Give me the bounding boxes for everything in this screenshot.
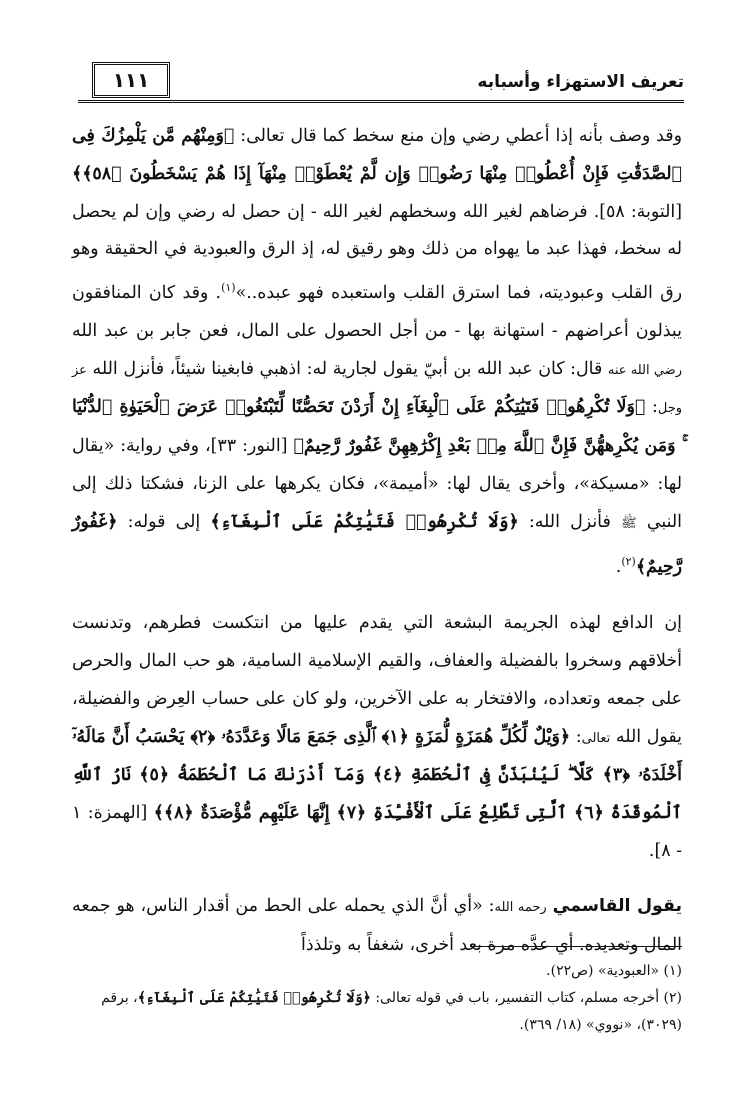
quran-surah-humazah: ﴿وَيْلٌ لِّكُلِّ هُمَزَةٍ لُّمَزَةٍ ﴿١﴾ ٱلَّذِى جَمَعَ مَالًا وَعَدَّدَهُۥ ﴿٢﴾ يَحْسَبُ أَنَّ مَالَهُۥٓ أَخْلَدَهُۥ ﴿٣﴾ كَلَّا ۖ لَيُنۢبَذَنَّ فِى ٱلْحُطَمَةِ ﴿٤﴾ وَمَآ أَدْرَىٰكَ مَا ٱلْحُطَمَةُ ﴿٥﴾ نَارُ ٱللَّهِ ٱلْمُوقَدَةُ ﴿٦﴾ ٱلَّتِى تَطَّلِعُ عَلَى ٱلْأَفْـِٔدَةِ ﴿٧﴾ إِنَّهَا عَلَيْهِم مُّؤْصَدَةٌ ﴿٨﴾﴾ <box>72 726 682 824</box>
footnote-ref-1[interactable]: (١) <box>221 281 236 295</box>
text-run: : <box>570 726 582 747</box>
text-run: (٢) أخرجه مسلم، كتاب التفسير، باب في قوله تعالى: <box>370 990 682 1006</box>
text-run: فأنزل الله: <box>518 511 621 532</box>
honorific-glyph: ﷺ <box>620 515 637 531</box>
text-run: . <box>615 556 622 577</box>
quran-verse-excerpt: ﴿غَفُورٌ رَّحِيمٌ﴾ <box>72 511 682 577</box>
text-run: إن الدافع لهذه الجريمة البشعة التي يقدم عليها من انتكست فطرهم، وتدنست أخلاقهم وسخروا بالفضيلة والعفاف، والقيم الإسلامية السامية، هو حب المال والحرص على جمعه وتعداده، والافتخار به على الآخرين، ولو كان على حساب العِرض والفضيلة، يقول الله <box>72 613 683 747</box>
text-run: : <box>645 397 658 418</box>
paragraph-3 <box>72 888 682 965</box>
honorific-glyph: رضي الله عنه <box>607 362 682 378</box>
quran-verse-excerpt: ﴿وَلَا تُكْرِهُوا۟ فَتَيَٰتِكُمْ عَلَى ٱلْبِغَآءِ﴾ <box>210 511 519 532</box>
header-rule <box>78 100 684 103</box>
quran-verse-tawbah-58: ﴿وَمِنْهُم مَّن يَلْمِزُكَ فِى ٱلصَّدَقَٰتِ فَإِنْ أُعْطُوا۟ مِنْهَا رَضُوا۟ وَإِن لَّمْ يُعْطَوْا۟ مِنْهَآ إِذَا هُمْ يَسْخَطُونَ ﴿٥٨﴾﴾ <box>72 126 682 184</box>
author-name: يقول القاسمي <box>552 895 682 916</box>
text-run: وقد وصف بأنه إذا أعطي رضي وإن منع سخط كما قال تعالى: <box>234 126 683 146</box>
footnotes <box>72 958 682 1039</box>
honorific-glyph: رحمه الله <box>494 899 547 915</box>
quran-verse-excerpt: ﴿وَلَا تُكْرِهُوا۟ فَتَيَٰتِكُمْ عَلَى ٱلْبِغَآءِ﴾ <box>137 990 371 1006</box>
footnote-2 <box>72 985 682 1039</box>
footnote-ref-2[interactable]: (٢) <box>621 554 636 568</box>
page-number: ١١١ <box>92 62 170 98</box>
footnote-separator <box>470 946 682 947</box>
honorific-glyph: تعالى <box>581 730 611 746</box>
running-header <box>78 62 684 108</box>
quran-verse-nur-33: ﴿وَلَا تُكْرِهُوا۟ فَتَيَٰتِكُمْ عَلَى ٱلْبِغَآءِ إِنْ أَرَدْنَ تَحَصُّنًا لِّتَبْتَغُوا۟ عَرَضَ ٱلْحَيَوٰةِ ٱلدُّنْيَا ۚ وَمَن يُكْرِههُّنَّ فَإِنَّ ٱللَّهَ مِنۢ بَعْدِ إِكْرَٰهِهِنَّ غَفُورٌ رَّحِيمٌ﴾ <box>72 397 682 457</box>
paragraph-2 <box>72 605 682 871</box>
text-run: قال: كان عبد الله بن أبيّ يقول لجارية له: اذهبي فابغينا شيئاً، فأنزل الله <box>86 358 608 379</box>
text-run: [الهمزة: ١ - ٨]. <box>72 803 682 861</box>
footnote-1: (١) «العبودية» (ص٢٢). <box>546 963 682 979</box>
honorific-glyph: عز وجل <box>72 362 683 417</box>
paragraph-1 <box>72 118 682 586</box>
text-run: [النور: ٣٣]، وفي رواية: «يقال لها: «مسيكة»، وأخرى يقال لها: «أميمة»، فكان يكرهها على الزنا، فشكتا ذلك إلى النبي <box>72 436 682 532</box>
text-run: : «أي أنَّ الذي يحمله على الحط من أقدار الناس، هو جمعه المال وتعديده. أي عدَّه مرة بعد أخرى، شغفاً به وتلذذاً <box>72 895 682 955</box>
text-run: ، برقم (٣٠٢٩)، «نووي» (١٨/ ٣٦٩). <box>101 990 682 1033</box>
text-run: [التوبة: ٥٨]. فرضاهم لغير الله وسخطهم لغير الله - إن حصل له رضي وإن لم يحصل له سخط، فهذا عبد ما يهواه من ذلك وهو رقيق له، إذ الرق والعبودية في الحقيقة وهو رق القلب وعبوديته، فما استرق القلب واستعبده فهو عبده..» <box>72 201 682 303</box>
text-run: . وقد كان المنافقون يبذلون أعراضهم - استهانة بها - من أجل الحصول على المال، فعن جابر بن عبد الله <box>72 282 682 341</box>
text-run: إلى قوله: <box>117 511 211 532</box>
chapter-title: تعريف الاستهزاء وأسبابه <box>477 72 684 92</box>
main-text <box>72 118 682 964</box>
